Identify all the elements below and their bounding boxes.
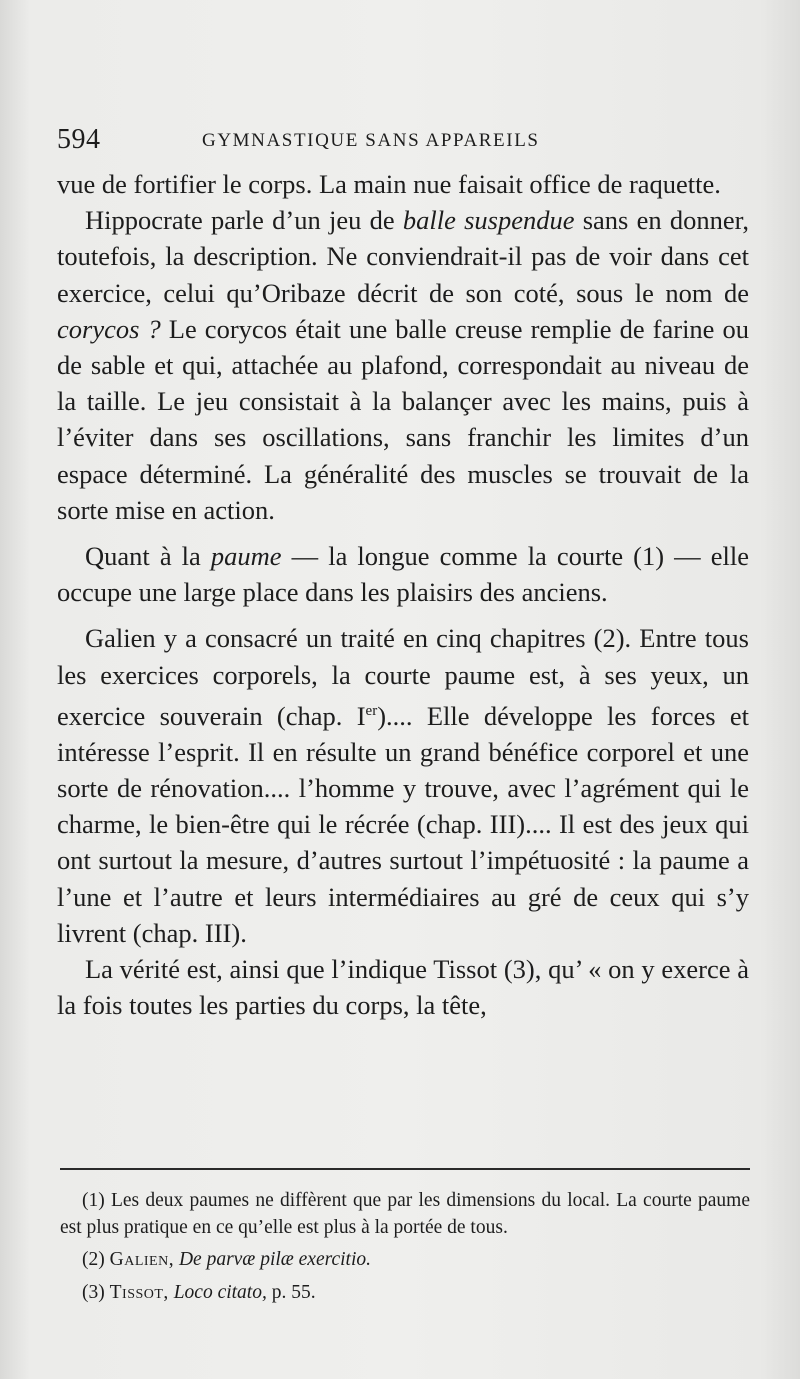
italic-term-corycos: corycos ? [57, 313, 161, 344]
paragraph-4-text-b: ).... Elle développe les forces et intéresse l’esprit. Il en résulte un grand bénéfice corporel et une sorte de rénovation.... l’homme y trouve, avec l’agrément qui le charme, le bien-être qui le récrée (chap. III).... Il est des jeux qui ont surtout la mesure, d’autres surtout l’impétuosité : la paume a l’une et l’autre et leurs intermédiaires au gré de ceux qui s’y livrent (chap. III). [57, 700, 749, 948]
paragraph-2 [57, 202, 749, 528]
footnote-rule [60, 1168, 750, 1170]
italic-term-paume: paume [210, 541, 282, 572]
page-header [57, 124, 757, 164]
paragraph-3 [57, 538, 749, 610]
paragraph-1 [57, 166, 749, 202]
footnote-3-number: (3) [82, 1281, 110, 1303]
footnotes [60, 1188, 750, 1312]
footnote-2-number: (2) [82, 1249, 110, 1270]
superscript-er: er [365, 702, 378, 719]
paragraph-2-text-e: Le corycos était une balle creuse remplie de farine ou de sable et qui, attachée au plafond, correspondait au niveau de la taille. Le jeu consistait à la balançer avec les mains, puis à l’éviter dans ses oscillations, sans franchir les limites d’un espace déterminé. La généralité des muscles se trouvait de la sorte mise en action. [57, 313, 749, 525]
paragraph-1-text: vue de fortifier le corps. La main nue faisait office de raquette. [57, 169, 721, 199]
footnote-3-title: Loco citato, [173, 1281, 267, 1303]
footnote-1 [60, 1188, 750, 1241]
footnote-2 [60, 1247, 750, 1274]
paragraph-5 [57, 951, 749, 1023]
footnote-3-rest: p. 55. [266, 1281, 316, 1303]
paragraph-5-text: La vérité est, ainsi que l’indique Tissot (3), qu’ « on y exerce à la fois toutes les parties du corps, la tête, [57, 954, 749, 1021]
main-text [57, 166, 749, 1024]
footnote-2-title: De parvæ pilæ exercitio. [178, 1249, 372, 1270]
italic-term-balle-suspendue: balle suspendue [402, 205, 575, 236]
paragraph-2-text-c: sans en donner, toutefois, la description. Ne conviendrait-il pas de voir dans cet exercice, celui qu’Oribaze décrit de son coté, sous le nom de [57, 205, 749, 308]
page-number: 594 [57, 124, 101, 155]
paragraph-3-text-c: — la longue comme la courte (1) — elle occupe une large place dans les plaisirs des anciens. [57, 541, 749, 608]
paragraph-4-text-a: Galien y a consacré un traité en cinq chapitres (2). Entre tous les exercices corporels, la courte paume est, à ses yeux, un exercice souverain (chap. I [57, 623, 749, 731]
footnote-3-author: Tissot, [109, 1281, 169, 1303]
paragraph-2-text-a: Hippocrate parle d’un jeu de [85, 205, 403, 236]
footnote-1-text: (1) Les deux paumes ne diffèrent que par les dimensions du local. La courte paume est plus pratique en ce qu’elle est plus à la portée de tous. [60, 1190, 750, 1238]
paragraph-4 [57, 620, 749, 951]
footnote-3 [60, 1280, 750, 1307]
running-title: GYMNASTIQUE SANS APPAREILS [202, 130, 540, 151]
footnote-2-author: Galien, [109, 1249, 175, 1270]
paragraph-3-text-a: Quant à la [85, 541, 211, 572]
